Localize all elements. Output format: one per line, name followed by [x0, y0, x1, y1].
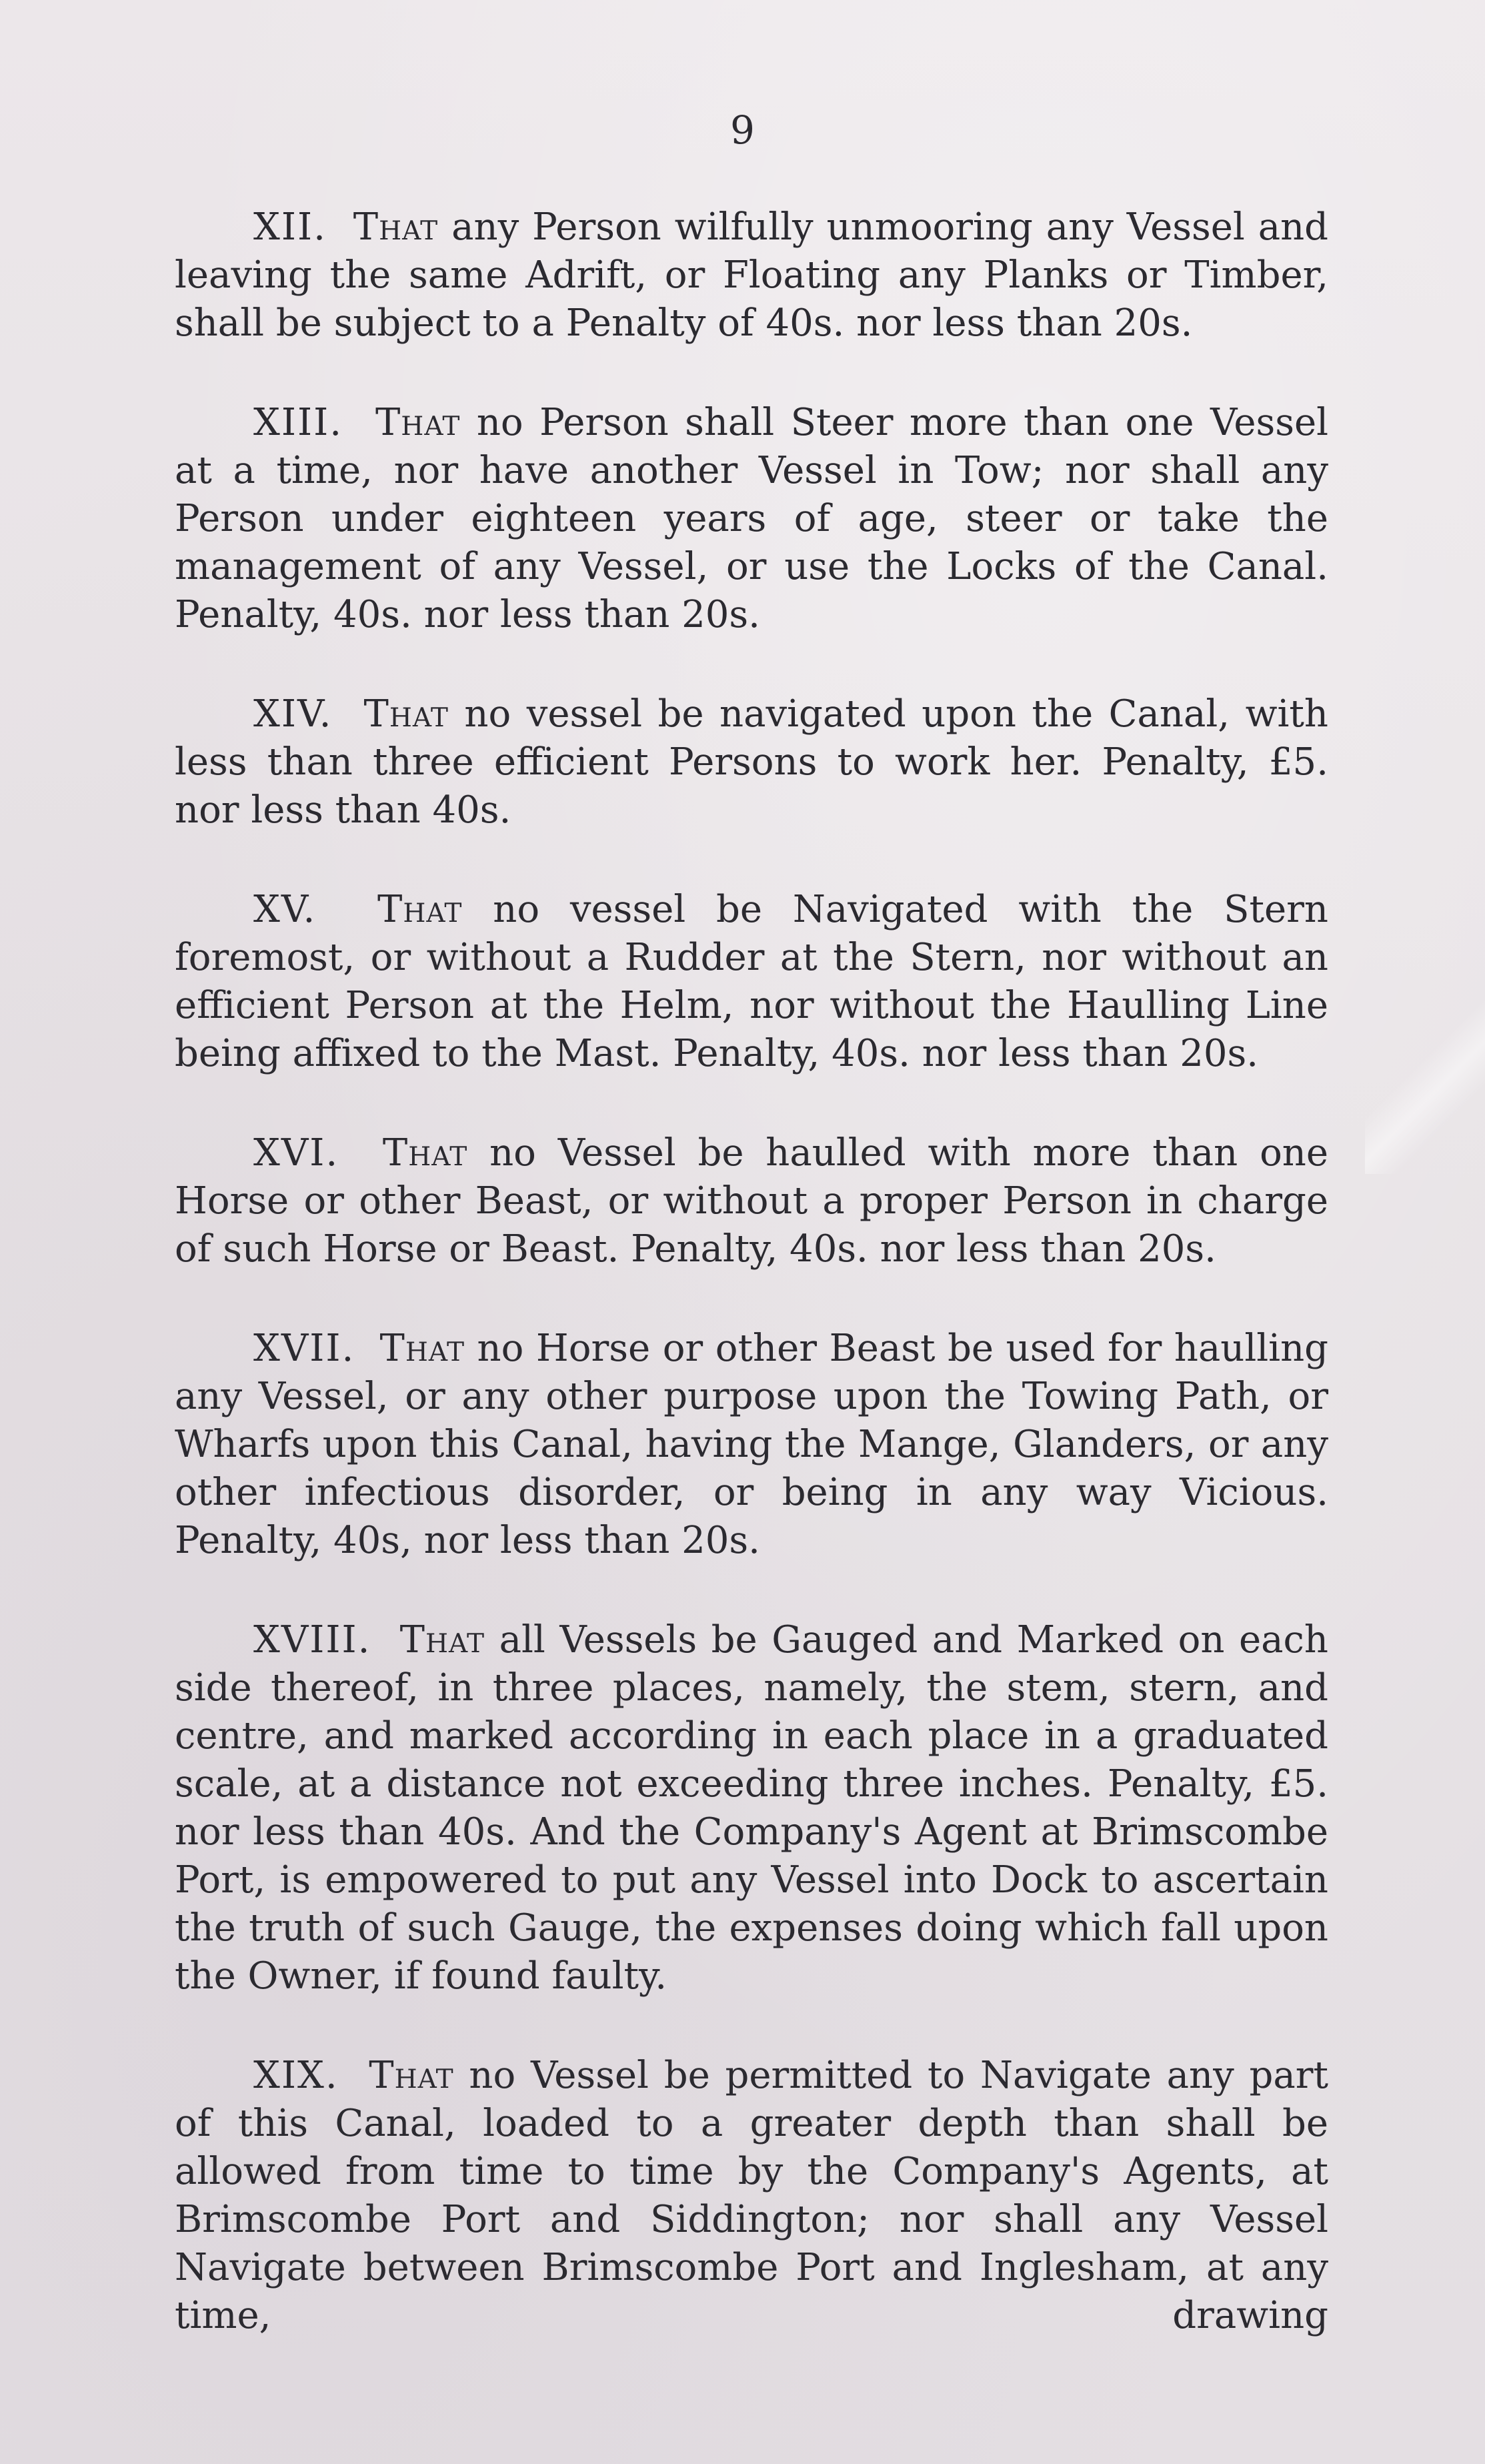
section-numeral: XV. [253, 888, 317, 931]
section-xv [175, 886, 1328, 1078]
section-lead: That [353, 205, 439, 249]
section-xvii [175, 1325, 1328, 1565]
section-lead: That [379, 1327, 465, 1370]
section-text: no vessel be Navigated with the Stern foremost, or without a Rudder at the Stern, nor without an efficient Person at the Helm, nor without the Haulling Line being affixed to the Mast. Penalty, 40s. nor less than 20s. [175, 888, 1329, 1075]
section-text: no Horse or other Beast be used for haulling any Vessel, or any other purpose upon the Towing Path, or Wharfs upon this Canal, having the Mange, Glanders, or any other infectious disorder, or being in any way Vicious. Penalty, 40s, nor less than 20s. [175, 1327, 1328, 1562]
section-numeral: XIII. [253, 401, 343, 444]
section-text: no Vessel be permitted to Navigate any part of this Canal, loaded to a greater depth than shall be allowed from time to time by the Company's Agents, at Brimscombe Port and Siddington; nor shall any Vessel Navigate between Brimscombe Port and Inglesham, at any time, drawing [175, 2054, 1328, 2337]
section-lead: That [375, 401, 461, 444]
paper-fold-mark [1365, 1001, 1485, 1174]
section-numeral: XII. [253, 205, 327, 249]
section-numeral: XVI. [253, 1131, 339, 1175]
section-text: no vessel be navigated upon the Canal, with less than three efficient Persons to work her. Penalty, £5. nor less than 40s. [175, 692, 1328, 832]
section-numeral: XIX. [253, 2054, 339, 2097]
section-lead: That [369, 2054, 454, 2097]
section-xiv [175, 690, 1328, 834]
bylaws-text [175, 203, 1328, 2391]
section-xix [175, 2052, 1328, 2340]
section-numeral: XVIII. [253, 1618, 371, 1662]
section-text: any Person wilfully unmooring any Vessel and leaving the same Adrift, or Floating any Planks or Timber, shall be subject to a Penalty of 40s. nor less than 20s. [175, 205, 1328, 345]
section-xii [175, 203, 1328, 348]
section-numeral: XIV. [253, 692, 333, 736]
section-text: all Vessels be Gauged and Marked on each side thereof, in three places, namely, the stem, stern, and centre, and marked according in each place in a graduated scale, at a distance not exceeding three inches. Penalty, £5. nor less than 40s. And the Company's Agent at Brimscombe Port, is empowered to put any Vessel into Dock to ascertain the truth of such Gauge, the expenses doing which fall upon the Owner, if found faulty. [175, 1618, 1328, 1998]
section-numeral: XVII. [253, 1327, 355, 1370]
section-lead: That [382, 1131, 468, 1175]
section-xviii [175, 1616, 1328, 2000]
section-text: no Person shall Steer more than one Vessel at a time, nor have another Vessel in Tow; nor shall any Person under eighteen years of age, steer or take the management of any Vessel, or use the Locks of the Canal. Penalty, 40s. nor less than 20s. [175, 401, 1328, 636]
section-text: no Vessel be haulled with more than one Horse or other Beast, or without a proper Person in charge of such Horse or Beast. Penalty, 40s. nor less than 20s. [175, 1131, 1328, 1271]
section-lead: That [399, 1618, 485, 1662]
section-lead: That [363, 692, 449, 736]
section-lead: That [377, 888, 463, 931]
section-xiii [175, 399, 1328, 639]
section-xvi [175, 1129, 1328, 1273]
page-number: 9 [730, 107, 755, 153]
